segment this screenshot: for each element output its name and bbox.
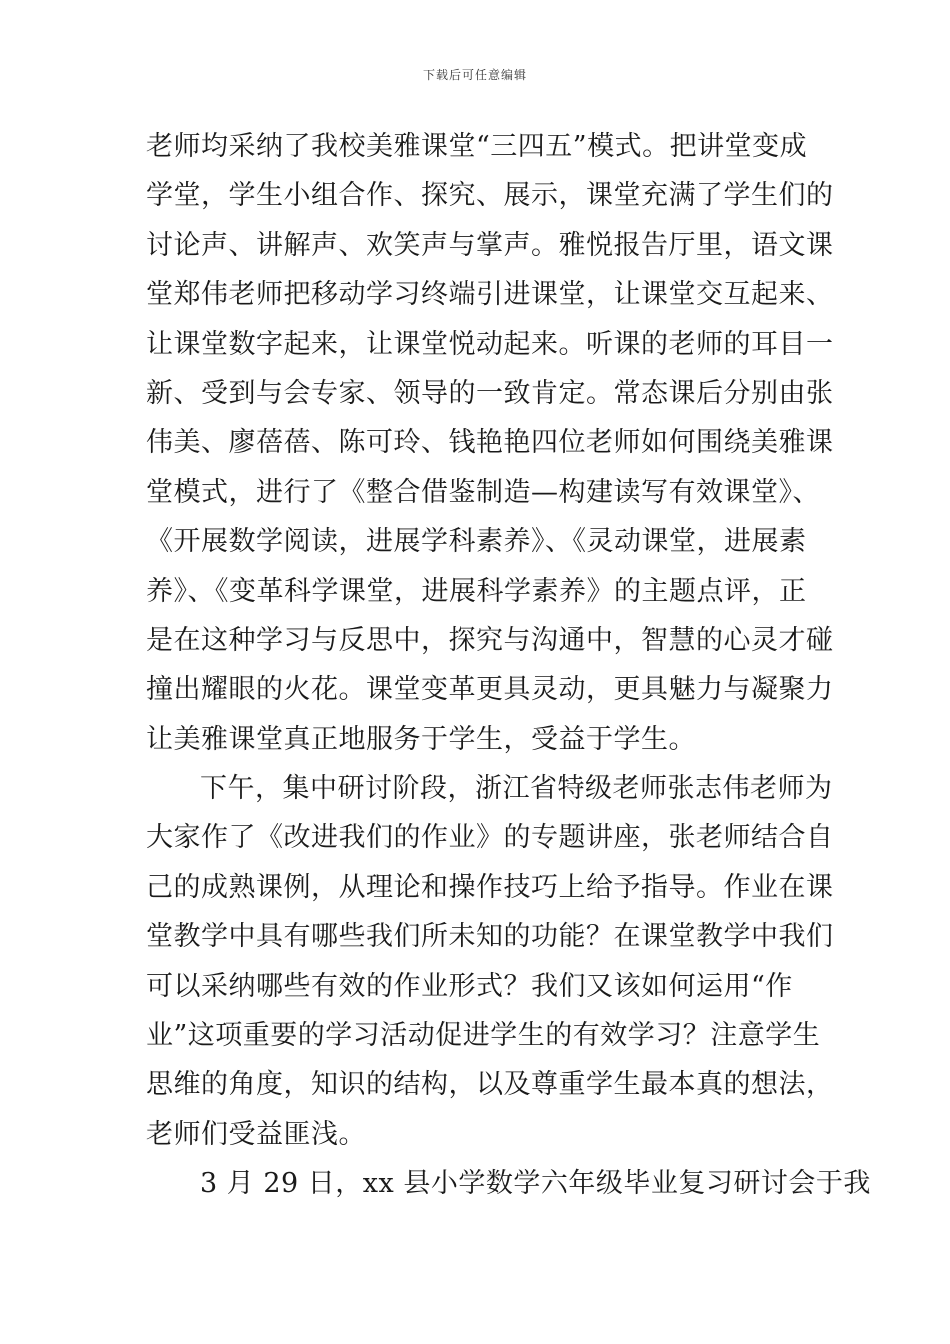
- text-line: 讨论声、讲解声、欢笑声与掌声。雅悦报告厅里，语文课: [146, 229, 834, 261]
- text-line: 业”这项重要的学习活动促进学生的有效学习？注意学生: [146, 1020, 821, 1052]
- text-line: 思维的角度，知识的结构，以及尊重学生最本真的想法，: [146, 1069, 834, 1101]
- text-line: 堂郑伟老师把移动学习终端引进课堂，让课堂交互起来、: [146, 279, 834, 311]
- text-line: 老师均采纳了我校美雅课堂“三四五”模式。把讲堂变成: [146, 131, 808, 162]
- text-line: 老师们受益匪浅。: [146, 1118, 366, 1150]
- text-line: 让课堂数字起来，让课堂悦动起来。听课的老师的耳目一: [146, 328, 834, 360]
- text-line: 大家作了《改进我们的作业》的专题讲座，张老师结合自: [146, 822, 834, 854]
- text-line: 堂教学中具有哪些我们所未知的功能？在课堂教学中我们: [146, 921, 834, 953]
- text-line: 是在这种学习与反思中，探究与沟通中，智慧的心灵才碰: [146, 624, 834, 656]
- text-line: 己的成熟课例，从理论和操作技巧上给予指导。作业在课: [146, 871, 834, 903]
- text-line: 《开展数学阅读，进展学科素养》、《灵动课堂，进展素: [146, 526, 807, 558]
- page-header: 下载后可任意编辑: [422, 68, 527, 82]
- text-line: 堂模式，进行了《整合借鉴制造—构建读写有效课堂》、: [146, 476, 820, 508]
- text-line: 撞出耀眼的火花。课堂变革更具灵动，更具魅力与凝聚力: [146, 674, 834, 706]
- text-line: 养》、《变革科学课堂，进展科学素养》的主题点评，正: [146, 575, 807, 607]
- paragraph-start-line: 下午，集中研讨阶段，浙江省特级老师张志伟老师为: [200, 773, 833, 805]
- text-line: 伟美、廖蓓蓓、陈可玲、钱艳艳四位老师如何围绕美雅课: [146, 427, 834, 459]
- text-line: 可以采纳哪些有效的作业形式？我们又该如何运用“作: [146, 970, 793, 1002]
- text-line: 让美雅课堂真正地服务于学生，受益于学生。: [146, 723, 696, 755]
- paragraph-start-line: 3 月 29 日，xx 县小学数学六年级毕业复习研讨会于我: [200, 1168, 871, 1200]
- text-line: 学堂，学生小组合作、探究、展示，课堂充满了学生们的: [146, 180, 834, 212]
- text-line: 新、受到与会专家、领导的一致肯定。常态课后分别由张: [146, 377, 834, 409]
- document-body: [146, 122, 871, 1209]
